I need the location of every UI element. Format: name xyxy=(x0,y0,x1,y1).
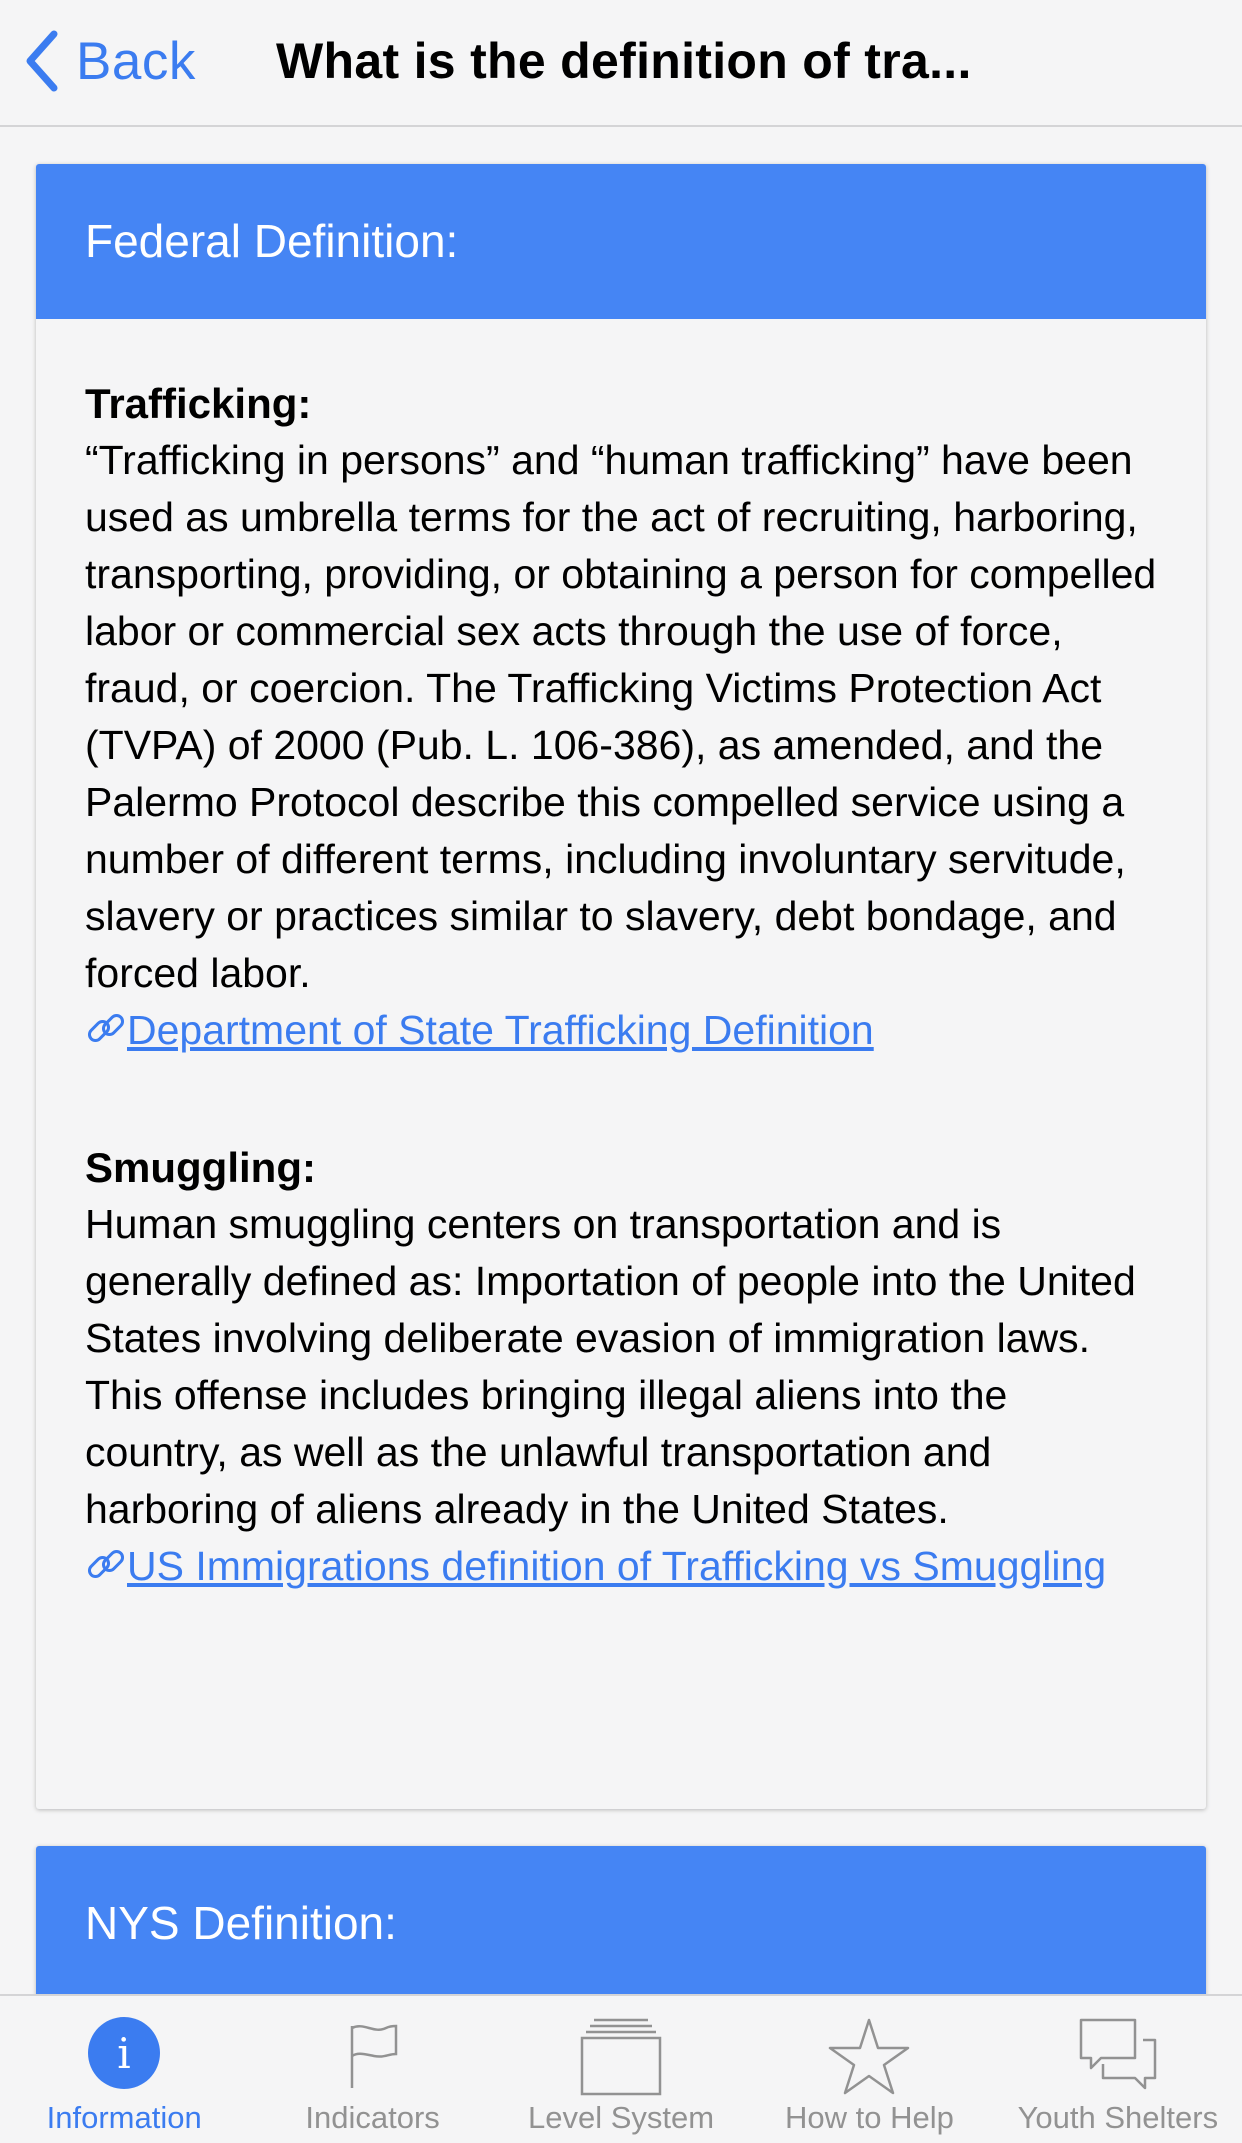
tab-label: Information xyxy=(46,2100,202,2135)
tab-indicators[interactable] xyxy=(248,1996,496,2143)
tab-label: Level System xyxy=(527,2100,715,2135)
card-header: Federal Definition: xyxy=(36,164,1206,319)
star-icon xyxy=(824,2016,914,2096)
svg-text:i: i xyxy=(117,2029,131,2078)
tab-label: How to Help xyxy=(784,2100,954,2135)
tab-label: Youth Shelters xyxy=(1017,2100,1219,2135)
nys-definition-card xyxy=(36,1846,1206,1994)
back-button[interactable] xyxy=(22,28,196,94)
chat-icon xyxy=(1073,2016,1163,2096)
stack-icon xyxy=(576,2016,666,2096)
link-icon xyxy=(85,1008,127,1048)
smuggling-link-row[interactable] xyxy=(85,1538,1157,1595)
info-icon xyxy=(79,2016,169,2096)
chevron-left-icon xyxy=(22,30,62,92)
link-icon xyxy=(85,1544,127,1584)
trafficking-title: Trafficking: xyxy=(85,380,312,427)
trafficking-text: “Trafficking in persons” and “human trafficking” have been used as umbrella terms for the act of recruiting, harboring, transporting, providing, or obtaining a person for compelled labor or commercial sex acts through the use of force, fraud, or coercion. The Trafficking Victims Protection Act (TVPA) of 2000 (Pub. L. 106-386), as amended, and the Palermo Protocol describe this compelled service using a number of different terms, including involuntary servitude, slavery or practices similar to slavery, debt bondage, and forced labor. xyxy=(85,437,1157,996)
tab-how-to-help[interactable] xyxy=(745,1996,993,2143)
content-scroll-area[interactable] xyxy=(0,129,1242,1994)
tab-level-system[interactable] xyxy=(497,1996,745,2143)
federal-definition-card xyxy=(36,164,1206,1809)
tab-label: Indicators xyxy=(305,2100,440,2135)
smuggling-title: Smuggling: xyxy=(85,1144,316,1191)
trafficking-link-row[interactable] xyxy=(85,1002,1157,1059)
card-header: NYS Definition: xyxy=(36,1846,1206,1994)
navigation-bar xyxy=(0,0,1242,127)
tab-information[interactable] xyxy=(0,1996,248,2143)
back-label: Back xyxy=(76,31,196,91)
smuggling-text: Human smuggling centers on transportation and is generally defined as: Importation of people into the United States involving deliberate evasion of immigration laws. This offense includes bringing illegal aliens into the country, as well as the unlawful transportation and harboring of aliens already in the United States. xyxy=(85,1201,1136,1532)
tab-youth-shelters[interactable] xyxy=(994,1996,1242,2143)
us-immigrations-link[interactable]: US Immigrations definition of Trafficking vs Smuggling xyxy=(127,1543,1107,1589)
flag-icon xyxy=(328,2016,418,2096)
tab-bar xyxy=(0,1994,1242,2143)
page-title: What is the definition of tra... xyxy=(276,33,972,89)
department-of-state-link[interactable]: Department of State Trafficking Definition xyxy=(127,1007,874,1053)
